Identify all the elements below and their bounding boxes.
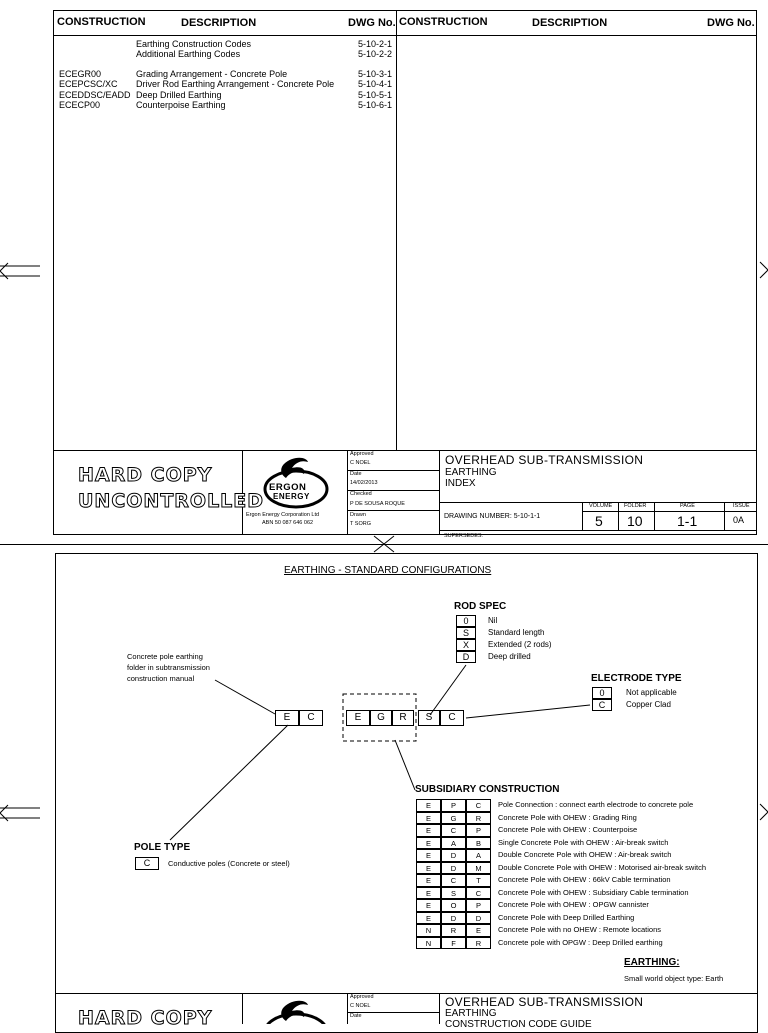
- approved-value: C NOEL: [350, 460, 371, 466]
- index-row-dwg: 5-10-2-1: [358, 39, 393, 49]
- code-box: G: [370, 710, 392, 726]
- code-box: E: [346, 710, 370, 726]
- date-label: Date: [350, 1013, 362, 1019]
- index-row-desc: Deep Drilled Earthing: [136, 90, 222, 100]
- subsidiary-desc: Concrete Pole with OHEW : Grading Ring: [498, 812, 637, 822]
- subsidiary-desc: Double Concrete Pole with OHEW : Air-break switch: [498, 850, 672, 859]
- subsidiary-code-3: B: [466, 837, 491, 850]
- col-description-header: DESCRIPTION: [181, 17, 257, 29]
- approved-label: Approved: [350, 451, 374, 457]
- subsidiary-code-1: E: [416, 799, 441, 812]
- subsidiary-code-1: N: [416, 924, 441, 937]
- subsidiary-desc: Concrete Pole with no OHEW : Remote locations: [498, 925, 661, 934]
- rod-spec-heading: ROD SPEC: [454, 601, 507, 612]
- index-row-dwg: 5-10-2-2: [358, 49, 393, 59]
- subsidiary-code-1: E: [416, 874, 441, 887]
- folder-value: 10: [627, 513, 643, 529]
- index-row-desc: Grading Arrangement - Concrete Pole: [136, 69, 288, 79]
- col-construction-header: CONSTRUCTION: [57, 16, 146, 28]
- folder-note-line: construction manual: [127, 674, 195, 683]
- company-abn: ABN 50 087 646 062: [262, 520, 314, 526]
- drawing-subtitle-1: EARTHING: [445, 467, 497, 478]
- rod-spec-desc: Deep drilled: [488, 652, 531, 661]
- approved-value: C NOEL: [350, 1003, 371, 1009]
- rod-spec-code: X: [456, 639, 476, 651]
- checked-value: P DE SOUSA ROQUE: [350, 501, 405, 507]
- folder-label: FOLDER: [624, 503, 647, 509]
- company-name: Ergon Energy Corporation Ltd: [246, 512, 320, 518]
- diagram-title: EARTHING - STANDARD CONFIGURATIONS: [284, 565, 492, 576]
- subsidiary-code-2: D: [441, 912, 466, 925]
- subsidiary-code-3: P: [466, 899, 491, 912]
- earthing-note: EARTHING:: [624, 957, 680, 968]
- code-box: S: [418, 710, 440, 726]
- code-box: E: [275, 710, 299, 726]
- subsidiary-code-2: D: [441, 862, 466, 875]
- code-box: R: [392, 710, 414, 726]
- rod-spec-desc: Standard length: [488, 628, 545, 637]
- small-world-note: Small world object type: Earth: [624, 974, 724, 983]
- subsidiary-desc: Concrete Pole with OHEW : 66kV Cable termination: [498, 875, 671, 884]
- electrode-code: 0: [592, 687, 612, 699]
- page-value: 1-1: [677, 513, 698, 529]
- index-row-dwg: 5-10-3-1: [358, 69, 393, 79]
- index-row-desc: Counterpoise Earthing: [136, 100, 226, 110]
- drawn-label: Drawn: [350, 512, 366, 518]
- approved-label: Approved: [350, 994, 374, 1000]
- index-row-dwg: 5-10-5-1: [358, 90, 393, 100]
- issue-value: 0A: [733, 515, 745, 525]
- subsidiary-desc: Concrete Pole with OHEW : Counterpoise: [498, 825, 638, 834]
- subsidiary-code-3: E: [466, 924, 491, 937]
- date-value: 14/02/2013: [350, 480, 378, 486]
- rod-spec-desc: Nil: [488, 616, 498, 625]
- col-description-header-2: DESCRIPTION: [532, 17, 608, 29]
- drawing-title: OVERHEAD SUB-TRANSMISSION: [445, 995, 644, 1009]
- subsidiary-code-3: C: [466, 887, 491, 900]
- subsidiary-code-3: T: [466, 874, 491, 887]
- subsidiary-code-3: M: [466, 862, 491, 875]
- code-box: C: [299, 710, 323, 726]
- subsidiary-desc: Concrete Pole with OHEW : Subsidiary Cable termination: [498, 887, 689, 897]
- date-label: Date: [350, 471, 362, 477]
- subsidiary-code-2: C: [441, 874, 466, 887]
- pole-type-heading: POLE TYPE: [134, 842, 191, 853]
- subsidiary-code-3: R: [466, 937, 491, 950]
- index-row-code: ECEPCSC/XC: [59, 79, 118, 89]
- rod-spec-code: D: [456, 651, 476, 663]
- subsidiary-code-3: D: [466, 912, 491, 925]
- ergon-logo-icon: [256, 997, 336, 1024]
- index-row-dwg: 5-10-6-1: [358, 100, 393, 110]
- drawing-subtitle-2: INDEX: [445, 478, 476, 489]
- logo-text-1: ERGON: [269, 482, 307, 493]
- index-row-desc: Additional Earthing Codes: [136, 49, 241, 59]
- subsidiary-code-1: E: [416, 862, 441, 875]
- rod-spec-desc: Extended (2 rods): [488, 640, 552, 649]
- subsidiary-code-2: G: [441, 812, 466, 825]
- subsidiary-desc: Concrete Pole with OHEW : OPGW cannister: [498, 900, 649, 909]
- rod-spec-code: S: [456, 627, 476, 639]
- volume-value: 5: [595, 513, 603, 529]
- subsidiary-code-3: A: [466, 849, 491, 862]
- electrode-code: C: [592, 699, 612, 711]
- col-dwg-header: DWG No.: [348, 17, 396, 29]
- subsidiary-code-3: P: [466, 824, 491, 837]
- drawn-value: T SORG: [350, 521, 371, 527]
- subsidiary-desc: Concrete Pole with Deep Drilled Earthing: [498, 912, 635, 922]
- subsidiary-code-2: O: [441, 899, 466, 912]
- subsidiary-code-2: S: [441, 887, 466, 900]
- folder-note-line: folder in subtransmission: [127, 663, 210, 672]
- rod-spec-code: 0: [456, 615, 476, 627]
- drawing-number: DRAWING NUMBER: 5-10-1-1: [444, 513, 541, 520]
- subsidiary-code-2: D: [441, 849, 466, 862]
- subsidiary-desc: Concrete pole with OPGW : Deep Drilled earthing: [498, 937, 663, 947]
- subsidiary-desc: Double Concrete Pole with OHEW : Motorised air-break switch: [498, 862, 706, 872]
- col-construction-header-2: CONSTRUCTION: [399, 16, 488, 28]
- subsidiary-heading: SUBSIDIARY CONSTRUCTION: [415, 784, 560, 795]
- subsidiary-desc: Pole Connection : connect earth electrode to concrete pole: [498, 800, 694, 809]
- code-box: C: [440, 710, 464, 726]
- electrode-desc: Copper Clad: [626, 700, 671, 709]
- subsidiary-code-2: F: [441, 937, 466, 950]
- subsidiary-code-1: E: [416, 837, 441, 850]
- hard-copy-stamp: HARD COPY: [78, 464, 213, 486]
- logo-text-2: ENERGY: [273, 492, 310, 501]
- subsidiary-code-1: E: [416, 824, 441, 837]
- pole-type-desc: Conductive poles (Concrete or steel): [168, 859, 290, 868]
- subsidiary-code-2: C: [441, 824, 466, 837]
- volume-label: VOLUME: [589, 503, 613, 509]
- page-label: PAGE: [680, 503, 695, 509]
- col-dwg-header-2: DWG No.: [707, 17, 755, 29]
- checked-label: Checked: [350, 491, 372, 497]
- subsidiary-code-1: E: [416, 887, 441, 900]
- index-row-code: ECEDDSC/EADD: [59, 90, 131, 100]
- subsidiary-code-1: E: [416, 812, 441, 825]
- index-row-desc: Driver Rod Earthing Arrangement - Concrete Pole: [136, 79, 335, 89]
- index-row-desc: Earthing Construction Codes: [136, 39, 252, 49]
- subsidiary-code-3: C: [466, 799, 491, 812]
- issue-label: ISSUE: [733, 503, 750, 509]
- index-row-dwg: 5-10-4-1: [358, 79, 393, 89]
- subsidiary-code-1: E: [416, 899, 441, 912]
- subsidiary-code-2: A: [441, 837, 466, 850]
- subsidiary-code-1: N: [416, 937, 441, 950]
- drawing-title: OVERHEAD SUB-TRANSMISSION: [445, 453, 644, 467]
- index-row-code: ECEGR00: [59, 69, 102, 79]
- supersedes-label: SUPERSEDES:: [444, 533, 484, 539]
- index-row-code: ECECP00: [59, 100, 101, 110]
- folder-note-line: Concrete pole earthing: [127, 652, 203, 661]
- electrode-type-heading: ELECTRODE TYPE: [591, 673, 682, 684]
- subsidiary-code-1: E: [416, 849, 441, 862]
- hard-copy-stamp: HARD COPY: [78, 1007, 213, 1029]
- drawing-subtitle-1: EARTHING: [445, 1008, 497, 1019]
- subsidiary-desc: Single Concrete Pole with OHEW : Air-break switch: [498, 837, 669, 847]
- subsidiary-code-2: P: [441, 799, 466, 812]
- subsidiary-code-3: R: [466, 812, 491, 825]
- drawing-subtitle-2: CONSTRUCTION CODE GUIDE: [445, 1019, 592, 1030]
- subsidiary-code-2: R: [441, 924, 466, 937]
- subsidiary-code-1: E: [416, 912, 441, 925]
- uncontrolled-stamp: UNCONTROLLED: [78, 490, 265, 512]
- pole-type-code: C: [135, 857, 159, 870]
- electrode-desc: Not applicable: [626, 688, 677, 697]
